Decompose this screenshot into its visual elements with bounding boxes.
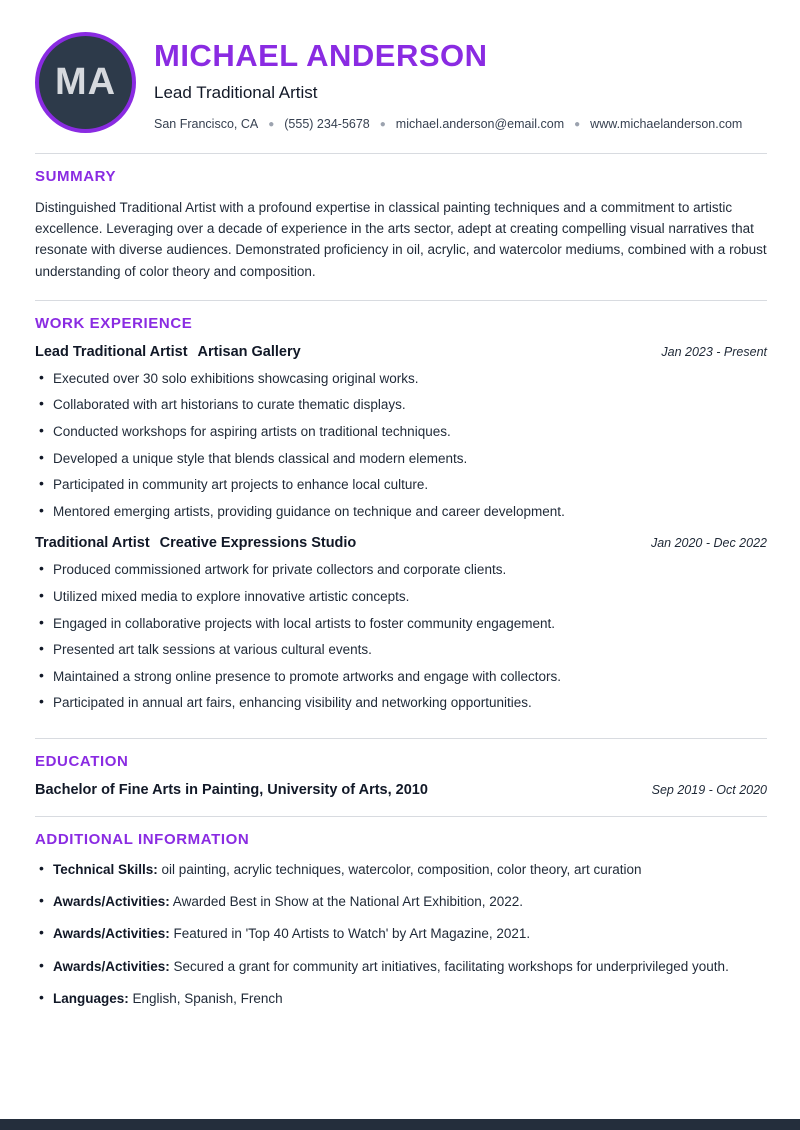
work-experience-section bbox=[35, 301, 767, 738]
contact-phone: (555) 234-5678 bbox=[284, 117, 370, 131]
job-bullet: • Produced commissioned artwork for private collectors and corporate clients. bbox=[35, 560, 767, 579]
job-title: Lead Traditional Artist bbox=[35, 343, 188, 360]
dot-separator-icon: ● bbox=[574, 118, 581, 130]
job-title-line bbox=[35, 344, 301, 360]
dot-separator-icon: ● bbox=[268, 118, 275, 130]
contact-website: www.michaelanderson.com bbox=[590, 117, 743, 131]
education-heading: EDUCATION bbox=[35, 753, 129, 771]
footer-bar bbox=[0, 1119, 800, 1130]
info-text: Secured a grant for community art initiatives, facilitating workshops for underprivileged youth. bbox=[169, 958, 729, 974]
candidate-name: MICHAEL ANDERSON bbox=[154, 38, 488, 73]
job-bullet: • Collaborated with art historians to curate thematic displays. bbox=[35, 395, 767, 414]
info-label: Technical Skills: bbox=[53, 862, 158, 878]
job-bullet: • Executed over 30 solo exhibitions showcasing original works. bbox=[35, 369, 767, 388]
job-bullet: • Utilized mixed media to explore innovative artistic concepts. bbox=[35, 587, 767, 606]
job-dates: Jan 2023 - Present bbox=[661, 344, 767, 359]
education-entry bbox=[35, 782, 767, 798]
job-entry bbox=[35, 535, 767, 712]
avatar bbox=[35, 32, 136, 133]
contact-email: michael.anderson@email.com bbox=[395, 117, 565, 131]
job-company: Artisan Gallery bbox=[197, 343, 301, 360]
education-section bbox=[35, 739, 767, 816]
info-label: Awards/Activities: bbox=[53, 926, 170, 942]
header-text bbox=[154, 30, 742, 131]
job-company: Creative Expressions Studio bbox=[159, 535, 357, 552]
work-experience-heading: WORK EXPERIENCE bbox=[35, 314, 193, 332]
avatar-initials: MA bbox=[54, 61, 117, 103]
info-label: Languages: bbox=[53, 990, 129, 1006]
job-bullet: • Participated in community art projects to enhance local culture. bbox=[35, 475, 767, 494]
job-title-line bbox=[35, 535, 356, 551]
summary-section bbox=[35, 154, 767, 300]
additional-info-section bbox=[35, 817, 767, 1039]
summary-heading: SUMMARY bbox=[35, 168, 117, 185]
job-bullet-list bbox=[35, 369, 767, 521]
job-header bbox=[35, 344, 767, 360]
info-text: English, Spanish, French bbox=[128, 990, 283, 1006]
job-bullet: • Conducted workshops for aspiring artists on traditional techniques. bbox=[35, 422, 767, 441]
info-label: Awards/Activities: bbox=[53, 958, 170, 974]
candidate-title: Lead Traditional Artist bbox=[154, 83, 318, 102]
job-dates: Jan 2020 - Dec 2022 bbox=[650, 536, 767, 551]
info-text: Awarded Best in Show at the National Art Exhibition, 2022. bbox=[169, 894, 524, 910]
job-header bbox=[35, 535, 767, 551]
additional-info-item bbox=[35, 892, 767, 911]
education-dates: Sep 2019 - Oct 2020 bbox=[651, 783, 767, 798]
job-bullet: • Maintained a strong online presence to promote artworks and engage with collectors. bbox=[35, 667, 767, 686]
summary-text: Distinguished Traditional Artist with a profound expertise in classical painting techniques and a commitment to artistic excellence. Leveraging over a decade of experience in the arts sector, adept at creating compelling visual narratives that resonate with diverse audiences. Demonstrated proficiency in oil, acrylic, and watercolor mediums, combined with a robust understanding of color theory and composition. bbox=[35, 200, 767, 279]
info-label: Awards/Activities: bbox=[53, 894, 170, 910]
job-bullet: • Participated in annual art fairs, enhancing visibility and networking opportunities. bbox=[35, 693, 767, 712]
info-text: oil painting, acrylic techniques, watercolor, composition, color theory, art curation bbox=[157, 862, 642, 878]
additional-info-item bbox=[35, 924, 767, 943]
job-title: Traditional Artist bbox=[35, 535, 150, 552]
job-entry bbox=[35, 344, 767, 521]
job-bullet: • Presented art talk sessions at various cultural events. bbox=[35, 640, 767, 659]
additional-info-item bbox=[35, 860, 767, 879]
additional-info-heading: ADDITIONAL INFORMATION bbox=[35, 831, 250, 849]
job-bullet-list bbox=[35, 560, 767, 712]
contact-row bbox=[154, 117, 742, 131]
job-bullet: • Developed a unique style that blends classical and modern elements. bbox=[35, 449, 767, 468]
additional-info-item bbox=[35, 989, 767, 1008]
resume-header bbox=[35, 30, 767, 133]
dot-separator-icon: ● bbox=[379, 118, 386, 130]
info-text: Featured in 'Top 40 Artists to Watch' by Art Magazine, 2021. bbox=[169, 926, 531, 942]
education-degree: Bachelor of Fine Arts in Painting, University of Arts, 2010 bbox=[35, 782, 428, 799]
contact-location: San Francisco, CA bbox=[154, 117, 259, 131]
job-bullet: • Engaged in collaborative projects with local artists to foster community engagement. bbox=[35, 614, 767, 633]
additional-info-list bbox=[35, 860, 767, 1008]
additional-info-item bbox=[35, 957, 767, 976]
job-bullet: • Mentored emerging artists, providing guidance on technique and career development. bbox=[35, 502, 767, 521]
